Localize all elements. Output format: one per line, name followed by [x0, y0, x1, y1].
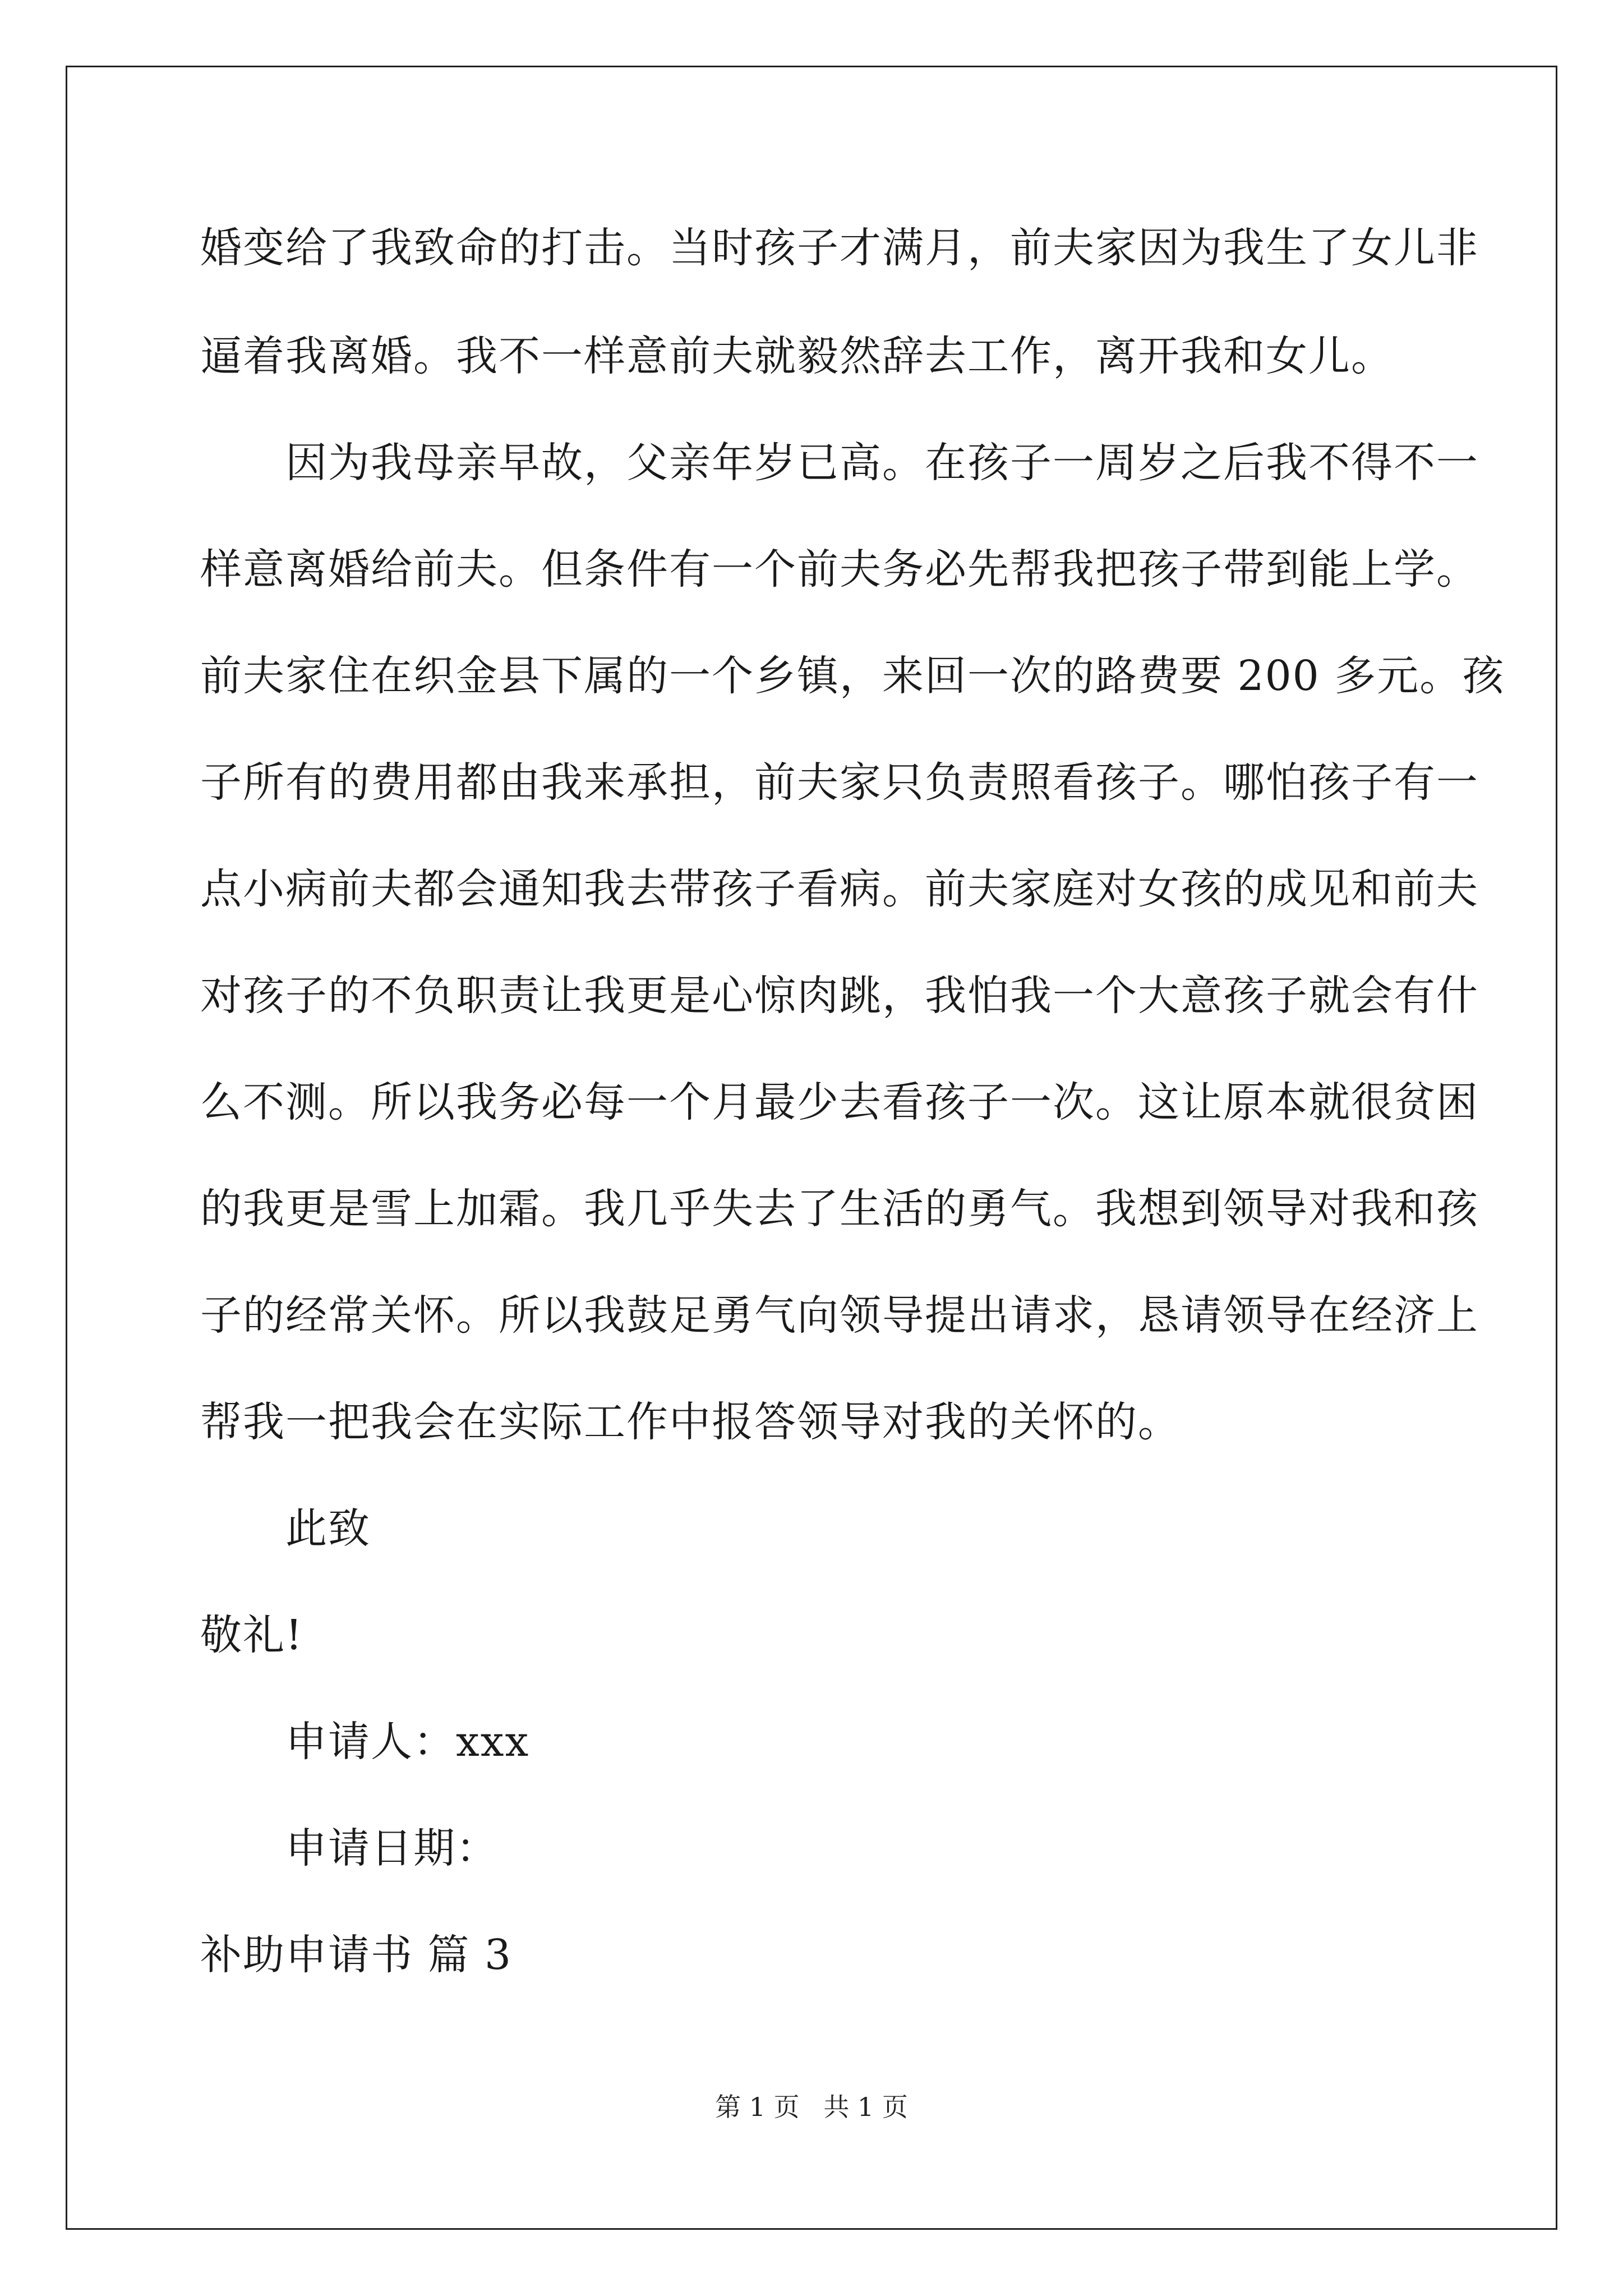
paragraph-line: 子所有的费用都由我来承担，前夫家只负责照看孩子。哪怕孩子有一 — [200, 758, 1479, 807]
paragraph-line: 的我更是雪上加霜。我几乎失去了生活的勇气。我想到领导对我和孩 — [200, 1185, 1479, 1233]
paragraph-line: 子的经常关怀。所以我鼓足勇气向领导提出请求，恳请领导在经济上 — [200, 1291, 1479, 1340]
page-total: 共 1 页 — [823, 2092, 908, 2122]
paragraph-line: 逼着我离婚。我不一样意前夫就毅然辞去工作，离开我和女儿。 — [200, 332, 1394, 380]
paragraph-line: 前夫家住在织金县下属的一个乡镇，来回一次的路费要 200 多元。孩 — [200, 652, 1505, 700]
closing-salutation: 此致 — [200, 1504, 371, 1553]
section-heading: 补助申请书 篇 3 — [200, 1931, 513, 1979]
closing-regards: 敬礼! — [200, 1611, 303, 1659]
paragraph-line: 婚变给了我致命的打击。当时孩子才满月，前夫家因为我生了女儿非 — [200, 224, 1479, 272]
page-footer — [0, 2091, 1623, 2123]
paragraph-line: 对孩子的不负职责让我更是心惊肉跳，我怕我一个大意孩子就会有什 — [200, 972, 1479, 1020]
paragraph-line: 点小病前夫都会通知我去带孩子看病。前夫家庭对女孩的成见和前夫 — [200, 865, 1479, 913]
application-date-line: 申请日期： — [200, 1824, 499, 1872]
paragraph-line: 因为我母亲早故，父亲年岁已高。在孩子一周岁之后我不得不一 — [200, 439, 1479, 487]
applicant-line: 申请人：xxx — [200, 1718, 530, 1766]
paragraph-line: 么不测。所以我务必每一个月最少去看孩子一次。这让原本就很贫困 — [200, 1078, 1479, 1126]
paragraph-line: 帮我一把我会在实际工作中报答领导对我的关怀的。 — [200, 1398, 1181, 1446]
paragraph-line: 样意离婚给前夫。但条件有一个前夫务必先帮我把孩子带到能上学。 — [200, 545, 1479, 593]
page-number: 第 1 页 — [715, 2092, 800, 2122]
page-border — [66, 66, 1557, 2230]
